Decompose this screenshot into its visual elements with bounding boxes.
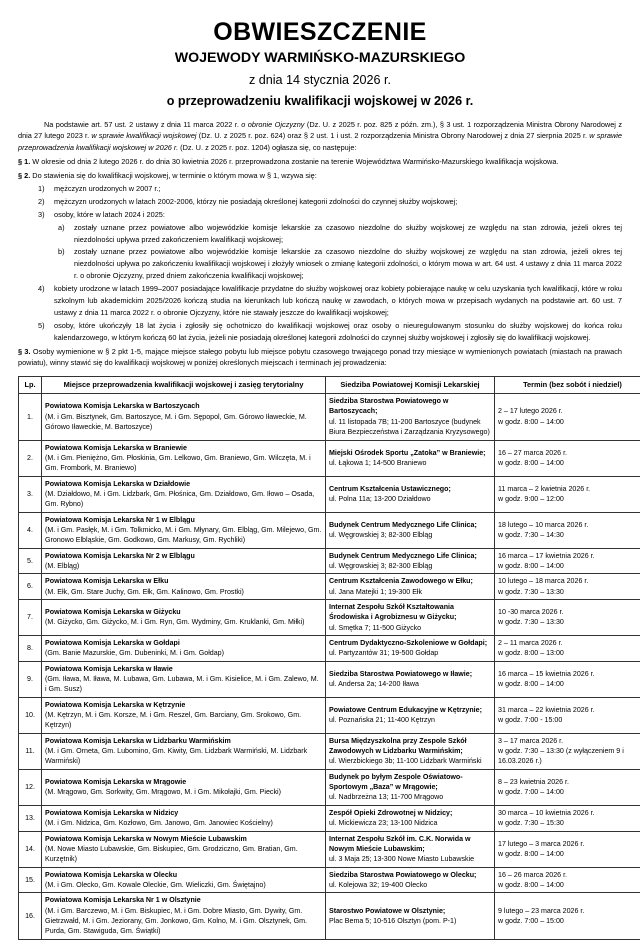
sub-list-text: zostały uznane przez powiatowe albo wojewódzkie komisje lekarskie za czasowo niezdolne do służby wojskowej ze względu na stan zdrowia, jeżeli okres tej niezdolności upływa po zakończeniu kwalifikacji wojskowej i złożyły wniosek o zmianę kategorii zdolności, o którym mowa w art. 64 ust. 4 ustawy z dnia 11 marca 2022 r. o obronie Ojczyzny, przed dniem zakończenia kwalifikacji wojskowej; — [74, 246, 622, 282]
commission-scope: (M. i Gm. Orneta, Gm. Lubomino, Gm. Kiwity, Gm. Lidzbark Warmiński, M. Lidzbark Warmiński) — [45, 746, 322, 767]
commissions-table-wrapper — [18, 376, 622, 939]
seat-address: ul. 11 listopada 7B; 11-200 Bartoszyce (budynek Biura Bezpieczeństwa i Zarządzania Kryzysowego) — [329, 417, 491, 438]
cell-term — [495, 893, 640, 939]
seat-name: Centrum Kształcenia Ustawicznego; — [329, 484, 491, 494]
cell-seat — [326, 599, 495, 635]
seat-name: Internat Zespołu Szkół im. C.K. Norwida w Nowym Mieście Lubawskim; — [329, 834, 491, 855]
section-3-text: Osoby wymienione w § 2 pkt 1-5, mające miejsce stałego pobytu lub miejsce pobytu czasowego trwającego ponad trzy miesiące w wymienionych powiatach (miastach na prawach powiatu), winny stawić się do kwalifikacji wojskowej w poniżej określonych miejscach i terminach jej prowadzenia: — [18, 347, 622, 368]
cell-term — [495, 599, 640, 635]
table-header — [19, 377, 640, 394]
cell-seat — [326, 636, 495, 662]
preamble-paragraph: Na podstawie art. 57 ust. 2 ustawy z dnia 11 marca 2022 r. o obronie Ojczyzny (Dz. U. z 2025 r. poz. 825 z późn. zm.), § 3 ust. 1 rozporządzenia Ministra Obrony Narodowej z dnia 27 lutego 2023 r. w sprawie kwalifikacji wojskowej (Dz. U. z 2025 r. poz. 624) oraz § 2 ust. 1 i ust. 2 rozporządzenia Ministra Obrony Narodowej z dnia 27 sierpnia 2025 r. w sprawie przeprowadzenia kwalifikacji wojskowej w 2026 r. (Dz. U. z 2025 r. poz. 1204) ogłasza się, co następuje: — [18, 119, 622, 155]
cell-commission — [42, 733, 326, 769]
seat-address: ul. Jana Matejki 1; 19-300 Ełk — [329, 587, 491, 597]
table-header-row — [19, 377, 640, 394]
cell-seat — [326, 697, 495, 733]
cell-term — [495, 769, 640, 805]
cell-seat — [326, 893, 495, 939]
sub-list-item — [18, 246, 622, 282]
table-row — [19, 893, 640, 939]
seat-name: Miejski Ośrodek Sportu „Zatoka” w Braniewie; — [329, 448, 491, 458]
seat-name: Centrum Kształcenia Zawodowego w Ełku; — [329, 576, 491, 586]
term-hours: w godz. 7:00 - 15:00 — [498, 715, 640, 725]
cell-term — [495, 697, 640, 733]
commission-name: Powiatowa Komisja Lekarska w Ełku — [45, 576, 322, 586]
seat-address: ul. Andersa 2a; 14-200 Iława — [329, 679, 491, 689]
cell-term — [495, 831, 640, 867]
sub-list-marker: b) — [58, 246, 74, 258]
row-number: 10. — [19, 697, 42, 733]
cell-commission — [42, 574, 326, 600]
table-row — [19, 831, 640, 867]
list-marker: 4) — [38, 283, 54, 295]
term-dates: 16 – 26 marca 2026 r. — [498, 870, 640, 880]
list-item — [18, 196, 622, 208]
term-dates: 10 lutego – 18 marca 2026 r. — [498, 576, 640, 586]
term-dates: 10 -30 marca 2026 r. — [498, 607, 640, 617]
section-2-text: Do stawienia się do kwalifikacji wojskowej, w terminie o którym mowa w § 1, wzywa się: — [32, 171, 316, 180]
seat-address: ul. Partyzantów 31; 19-500 Gołdap — [329, 648, 491, 658]
commission-scope: (M. Kętrzyn, M. i Gm. Korsze, M. i Gm. Reszel, Gm. Barciany, Gm. Srokowo, Gm. Kętrzyn) — [45, 710, 322, 731]
seat-name: Siedziba Starostwa Powiatowego w Bartoszycach; — [329, 396, 491, 417]
seat-address: ul. Smętka 7; 11-500 Giżycko — [329, 623, 491, 633]
list-marker: 2) — [38, 196, 54, 208]
commission-scope: (M. Działdowo, M. i Gm. Lidzbark, Gm. Płośnica, Gm. Działdowo, Gm. Iłowo – Osada, Gm. Rybno) — [45, 489, 322, 510]
commission-name: Powiatowa Komisja Lekarska w Bartoszycach — [45, 401, 322, 411]
cell-seat — [326, 805, 495, 831]
row-number: 9. — [19, 661, 42, 697]
list-marker: 3) — [38, 209, 54, 221]
commission-scope: (M. Giżycko, Gm. Giżycko, M. i Gm. Ryn, Gm. Wydminy, Gm. Kruklanki, Gm. Miłki) — [45, 617, 322, 627]
column-header-place: Miejsce przeprowadzenia kwalifikacji wojskowej i zasięg terytorialny — [42, 377, 326, 394]
issuing-authority: WOJEWODY WARMIŃSKO-MAZURSKIEGO — [18, 50, 622, 67]
document-header — [18, 18, 622, 110]
section-3 — [18, 346, 622, 370]
cell-commission — [42, 512, 326, 548]
legal-body — [18, 119, 622, 370]
term-dates: 9 lutego – 23 marca 2026 r. — [498, 906, 640, 916]
table-row — [19, 661, 640, 697]
term-dates: 16 marca – 17 kwietnia 2026 r. — [498, 551, 640, 561]
term-dates: 30 marca – 10 kwietnia 2026 r. — [498, 808, 640, 818]
row-number: 13. — [19, 805, 42, 831]
commission-scope: (M. i Gm. Nidzica, Gm. Kozłowo, Gm. Janowo, Gm. Janowiec Kościelny) — [45, 818, 322, 828]
commission-name: Powiatowa Komisja Lekarska Nr 1 w Olsztynie — [45, 895, 322, 905]
commission-name: Powiatowa Komisja Lekarska w Nidzicy — [45, 808, 322, 818]
sub-list-marker: a) — [58, 222, 74, 234]
term-dates: 2 – 11 marca 2026 r. — [498, 638, 640, 648]
term-hours: w godz. 7:30 – 13:30 — [498, 587, 640, 597]
cell-commission — [42, 440, 326, 476]
row-number: 4. — [19, 512, 42, 548]
commission-scope: (M. Nowe Miasto Lubawskie, Gm. Biskupiec, Gm. Grodziczno, Gm. Bratian, Gm. Kurzętnik) — [45, 844, 322, 865]
seat-name: Budynek Centrum Medycznego Life Clinica; — [329, 551, 491, 561]
commission-name: Powiatowa Komisja Lekarska w Działdowie — [45, 479, 322, 489]
seat-address: ul. Mickiewicza 23; 13-100 Nidzica — [329, 818, 491, 828]
seat-name: Siedziba Starostwa Powiatowego w Iławie; — [329, 669, 491, 679]
cell-term — [495, 636, 640, 662]
cell-commission — [42, 697, 326, 733]
cell-seat — [326, 394, 495, 440]
term-dates: 31 marca – 22 kwietnia 2026 r. — [498, 705, 640, 715]
seat-address: ul. Kolejowa 32; 19-400 Olecko — [329, 880, 491, 890]
table-row — [19, 574, 640, 600]
table-row — [19, 476, 640, 512]
commission-name: Powiatowa Komisja Lekarska Nr 1 w Elblągu — [45, 515, 322, 525]
row-number: 14. — [19, 831, 42, 867]
cell-seat — [326, 476, 495, 512]
row-number: 11. — [19, 733, 42, 769]
term-dates: 17 lutego – 3 marca 2026 r. — [498, 839, 640, 849]
cell-commission — [42, 636, 326, 662]
seat-address: ul. Węgrowskiej 3; 82-300 Elbląg — [329, 530, 491, 540]
section-1-text: W okresie od dnia 2 lutego 2026 r. do dnia 30 kwietnia 2026 r. przeprowadzona zostanie na terenie Województwa Warmińsko-Mazurskiego kwalifikacja wojskowa. — [32, 157, 558, 166]
cell-commission — [42, 769, 326, 805]
seat-address: ul. Polna 11a; 13-200 Działdowo — [329, 494, 491, 504]
cell-commission — [42, 394, 326, 440]
seat-address: ul. 3 Maja 25; 13-300 Nowe Miasto Lubawskie — [329, 854, 491, 864]
cell-seat — [326, 512, 495, 548]
seat-name: Centrum Dydaktyczno-Szkoleniowe w Gołdapi; — [329, 638, 491, 648]
row-number: 16. — [19, 893, 42, 939]
seat-name: Starostwo Powiatowe w Olsztynie; — [329, 906, 491, 916]
commission-scope: (Gm. Iława, M. Iława, M. Lubawa, Gm. Lubawa, M. i Gm. Kisielice, M. i Gm. Zalewo, M. i Gm. Susz) — [45, 674, 322, 695]
commissions-table — [18, 376, 640, 939]
commission-name: Powiatowa Komisja Lekarska w Lidzbarku Warmińskim — [45, 736, 322, 746]
seat-name: Budynek po byłym Zespole Oświatowo-Sportowym „Baza” w Mrągowie; — [329, 772, 491, 793]
list-text: mężczyzn urodzonych w 2007 r.; — [54, 183, 622, 195]
cell-seat — [326, 831, 495, 867]
cell-term — [495, 548, 640, 574]
commission-name: Powiatowa Komisja Lekarska w Nowym Mieście Lubawskim — [45, 834, 322, 844]
row-number: 3. — [19, 476, 42, 512]
seat-name: Budynek Centrum Medycznego Life Clinica; — [329, 520, 491, 530]
cell-term — [495, 476, 640, 512]
row-number: 5. — [19, 548, 42, 574]
list-item — [18, 320, 622, 344]
commission-scope: (Gm. Banie Mazurskie, Gm. Dubeninki, M. i Gm. Gołdap) — [45, 648, 322, 658]
cell-seat — [326, 769, 495, 805]
page-title: OBWIESZCZENIE — [18, 18, 622, 46]
term-hours: w godz. 8:00 – 14:00 — [498, 679, 640, 689]
list-item — [18, 209, 622, 221]
cell-commission — [42, 893, 326, 939]
seat-name: Zespół Opieki Zdrowotnej w Nidzicy; — [329, 808, 491, 818]
section-1 — [18, 156, 622, 168]
term-dates: 2 – 17 lutego 2026 r. — [498, 406, 640, 416]
term-dates: 18 lutego – 10 marca 2026 r. — [498, 520, 640, 530]
row-number: 7. — [19, 599, 42, 635]
column-header-term: Termin (bez sobót i niedziel) — [495, 377, 640, 394]
column-header-seat: Siedziba Powiatowej Komisji Lekarskiej — [326, 377, 495, 394]
document-subject: o przeprowadzeniu kwalifikacji wojskowej w 2026 r. — [18, 94, 622, 110]
cell-seat — [326, 548, 495, 574]
cell-seat — [326, 867, 495, 893]
seat-address: Plac Bema 5; 10-516 Olsztyn (pom. P-1) — [329, 916, 491, 926]
table-row — [19, 867, 640, 893]
term-hours: w godz. 8:00 – 14:00 — [498, 417, 640, 427]
term-hours: w godz. 8:00 – 14:00 — [498, 880, 640, 890]
cell-seat — [326, 733, 495, 769]
section-2-list — [18, 183, 622, 344]
seat-address: ul. Nadbrzeżna 13; 11-700 Mrągowo — [329, 792, 491, 802]
term-hours: w godz. 9:00 – 12:00 — [498, 494, 640, 504]
list-item — [18, 183, 622, 195]
section-1-marker: § 1. — [18, 157, 30, 166]
table-row — [19, 636, 640, 662]
row-number: 8. — [19, 636, 42, 662]
table-row — [19, 769, 640, 805]
term-hours: w godz. 8:00 – 14:00 — [498, 458, 640, 468]
sub-list-item — [18, 222, 622, 246]
cell-seat — [326, 661, 495, 697]
seat-name: Siedziba Starostwa Powiatowego w Olecku; — [329, 870, 491, 880]
cell-term — [495, 867, 640, 893]
row-number: 12. — [19, 769, 42, 805]
table-row — [19, 440, 640, 476]
commission-name: Powiatowa Komisja Lekarska w Kętrzynie — [45, 700, 322, 710]
commission-scope: (M. i Gm. Pieniężno, Gm. Płoskinia, Gm. Lelkowo, Gm. Braniewo, Gm. Wilczęta, M. i Gm. Frombork, M. Braniewo) — [45, 453, 322, 474]
cell-commission — [42, 831, 326, 867]
row-number: 1. — [19, 394, 42, 440]
table-row — [19, 805, 640, 831]
section-2 — [18, 170, 622, 182]
list-marker: 5) — [38, 320, 54, 332]
seat-address: ul. Łąkowa 1; 14-500 Braniewo — [329, 458, 491, 468]
term-hours: w godz. 7:30 – 13:30 (z wyłączeniem 9 i 16.03.2026 r.) — [498, 746, 640, 767]
seat-name: Powiatowe Centrum Edukacyjne w Kętrzynie; — [329, 705, 491, 715]
term-hours: w godz. 8:00 – 14:00 — [498, 561, 640, 571]
cell-commission — [42, 805, 326, 831]
cell-commission — [42, 867, 326, 893]
cell-term — [495, 512, 640, 548]
list-item — [18, 283, 622, 319]
row-number: 15. — [19, 867, 42, 893]
table-row — [19, 599, 640, 635]
commission-name: Powiatowa Komisja Lekarska w Mrągowie — [45, 777, 322, 787]
table-body — [19, 394, 640, 939]
list-marker: 1) — [38, 183, 54, 195]
commission-scope: (M. Ełk, Gm. Stare Juchy, Gm. Ełk, Gm. Kalinowo, Gm. Prostki) — [45, 587, 322, 597]
commission-scope: (M. Mrągowo, Gm. Sorkwity, Gm. Mrągowo, M. i Gm. Mikołajki, Gm. Piecki) — [45, 787, 322, 797]
commission-name: Powiatowa Komisja Lekarska w Gołdapi — [45, 638, 322, 648]
table-row — [19, 697, 640, 733]
term-dates: 16 marca – 15 kwietnia 2026 r. — [498, 669, 640, 679]
cell-commission — [42, 548, 326, 574]
term-hours: w godz. 7:00 – 15:00 — [498, 916, 640, 926]
commission-name: Powiatowa Komisja Lekarska w Giżycku — [45, 607, 322, 617]
column-header-lp: Lp. — [19, 377, 42, 394]
list-text: osoby, które ukończyły 18 lat życia i zgłosiły się ochotniczo do kwalifikacji wojskowej oraz osoby o nieuregulowanym stosunku do służby wojskowej do końca roku kalendarzowego, w którym kończą 60 lat życia, jeżeli nie posiadają określonej kategorii zdolności do czynnej służby wojskowej i zgłosiły się do kwalifikacji wojskowej. — [54, 320, 622, 344]
commission-scope: (M. i Gm. Barczewo, M. i Gm. Biskupiec, M. i Gm. Dobre Miasto, Gm. Dywity, Gm. Gietrzwałd, M. i Gm. Jeziorany, Gm. Jonkowo, Gm. Kolno, M. i Gm. Olsztynek, Gm. Purda, Gm. Stawiguda, Gm. Świątki) — [45, 906, 322, 937]
table-row — [19, 512, 640, 548]
seat-address: ul. Poznańska 21; 11-400 Kętrzyn — [329, 715, 491, 725]
cell-term — [495, 440, 640, 476]
cell-commission — [42, 661, 326, 697]
commission-name: Powiatowa Komisja Lekarska w Olecku — [45, 870, 322, 880]
seat-address: ul. Węgrowskiej 3; 82-300 Elbląg — [329, 561, 491, 571]
term-hours: w godz. 7:30 – 14:30 — [498, 530, 640, 540]
list-text: mężczyzn urodzonych w latach 2002-2006, którzy nie posiadają określonej kategorii zdolności do czynnej służby wojskowej; — [54, 196, 622, 208]
cell-seat — [326, 440, 495, 476]
commission-scope: (M. i Gm. Pasłęk, M. i Gm. Tolkmicko, M. i Gm. Młynary, Gm. Elbląg, Gm. Milejewo, Gm. Gronowo Elbląskie, Gm. Godkowo, Gm. Markusy, Gm. Rychliki) — [45, 525, 322, 546]
cell-seat — [326, 574, 495, 600]
document-date: z dnia 14 stycznia 2026 r. — [18, 73, 622, 89]
term-hours: w godz. 7:30 – 15:30 — [498, 818, 640, 828]
seat-name: Bursa Międzyszkolna przy Zespole Szkół Zawodowych w Lidzbarku Warmińskim; — [329, 736, 491, 757]
commission-scope: (M. i Gm. Bisztynek, Gm. Bartoszyce, M. i Gm. Sępopol, Gm. Górowo Iławeckie, M. Górowo Iławeckie, M. Bartoszyce) — [45, 412, 322, 433]
cell-term — [495, 733, 640, 769]
term-hours: w godz. 7:00 – 14:00 — [498, 787, 640, 797]
commission-name: Powiatowa Komisja Lekarska w Iławie — [45, 664, 322, 674]
term-hours: w godz. 8:00 – 14:00 — [498, 849, 640, 859]
list-text: kobiety urodzone w latach 1999–2007 posiadające kwalifikacje przydatne do służby wojskowej oraz kobiety pobierające naukę w celu uzyskania tych kwalifikacji, które w roku szkolnym lub akademickim 2025/2026 kończą studia na kierunkach lub kończą naukę w zawodach, o których mowa w przepisach wydanych na podstawie art. 60 ust. 7 ustawy z dnia 11 marca 2022 r. o obronie Ojczyzny, które nie stawały jeszcze do kwalifikacji wojskowej; — [54, 283, 622, 319]
row-number: 2. — [19, 440, 42, 476]
seat-name: Internat Zespołu Szkół Kształtowania Środowiska i Agrobiznesu w Giżycku; — [329, 602, 491, 623]
cell-term — [495, 394, 640, 440]
cell-term — [495, 805, 640, 831]
list-text: osoby, które w latach 2024 i 2025: — [54, 209, 622, 221]
seat-address: ul. Wierzbickiego 3b; 11-100 Lidzbark Warmiński — [329, 756, 491, 766]
table-row — [19, 733, 640, 769]
row-number: 6. — [19, 574, 42, 600]
table-row — [19, 394, 640, 440]
commission-scope: (M. i Gm. Olecko, Gm. Kowale Oleckie, Gm. Wieliczki, Gm. Świętajno) — [45, 880, 322, 890]
term-hours: w godz. 8:00 – 13:00 — [498, 648, 640, 658]
section-3-marker: § 3. — [18, 347, 31, 356]
term-dates: 3 – 17 marca 2026 r. — [498, 736, 640, 746]
table-row — [19, 548, 640, 574]
section-2-marker: § 2. — [18, 171, 30, 180]
term-dates: 16 – 27 marca 2026 r. — [498, 448, 640, 458]
term-dates: 8 – 23 kwietnia 2026 r. — [498, 777, 640, 787]
commission-scope: (M. Elbląg) — [45, 561, 322, 571]
term-dates: 11 marca – 2 kwietnia 2026 r. — [498, 484, 640, 494]
cell-term — [495, 661, 640, 697]
cell-commission — [42, 599, 326, 635]
cell-term — [495, 574, 640, 600]
commission-name: Powiatowa Komisja Lekarska Nr 2 w Elblągu — [45, 551, 322, 561]
term-hours: w godz. 7:30 – 13:30 — [498, 617, 640, 627]
sub-list-text: zostały uznane przez powiatowe albo wojewódzkie komisje lekarskie za czasowo niezdolne do służby wojskowej ze względu na stan zdrowia, jeżeli okres tej niezdolności upływa przed zakończeniem kwalifikacji wojskowej; — [74, 222, 622, 246]
commission-name: Powiatowa Komisja Lekarska w Braniewie — [45, 443, 322, 453]
cell-commission — [42, 476, 326, 512]
